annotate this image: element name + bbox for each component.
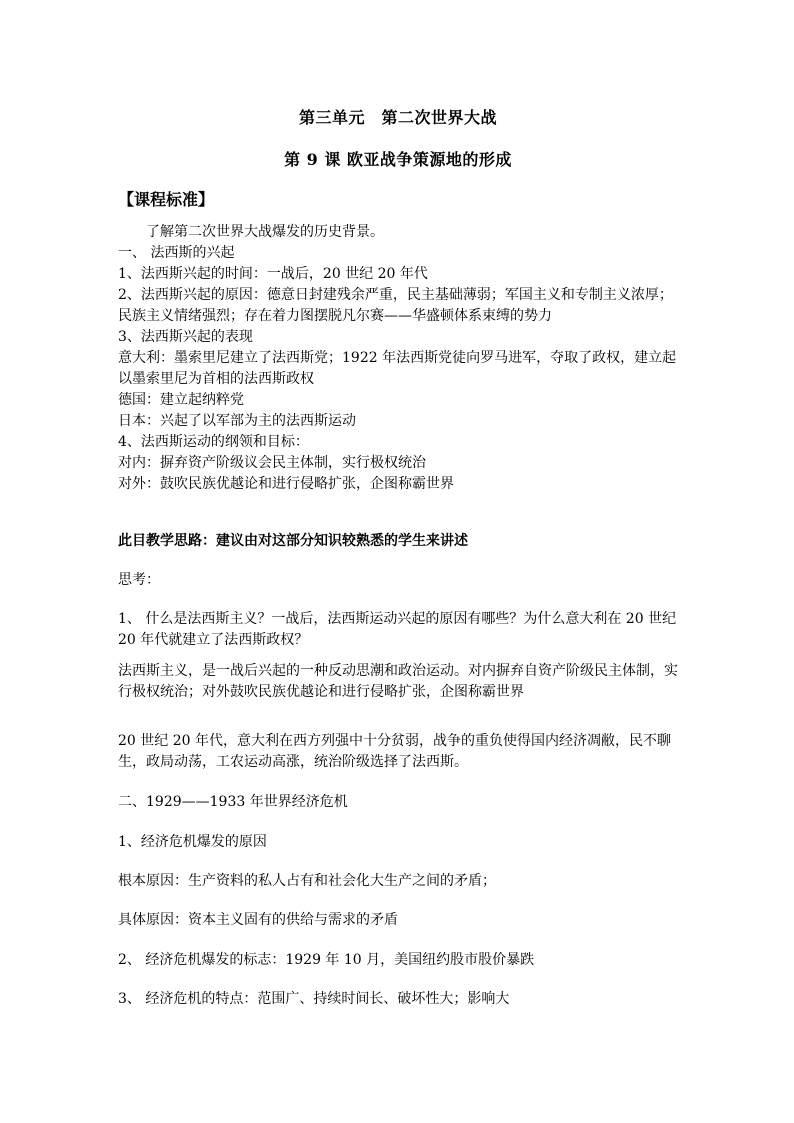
fascism-japan: 日本：兴起了以军部为主的法西斯运动 — [118, 413, 356, 429]
think-block — [118, 570, 678, 591]
answer-1: 法西斯主义，是一战后兴起的一种反动思潮和政治运动。对内摒弃自资产阶级民主体制，实行极权统治；对外鼓吹民族优越论和进行侵略扩张，企图称霸世界 — [118, 663, 678, 700]
fascism-foreign: 对外：鼓吹民族优越论和进行侵略扩张，企图称霸世界 — [118, 476, 454, 492]
standard-content — [118, 222, 678, 495]
specific-cause-block — [118, 910, 678, 931]
fascism-program-heading: 4、法西斯运动的纲领和目标： — [118, 434, 309, 450]
crisis-cause-heading: 1、经济危机爆发的原因 — [118, 834, 267, 850]
standard-intro: 了解第二次世界大战爆发的历史背景。 — [146, 224, 384, 240]
crisis-features-block — [118, 989, 678, 1010]
teaching-note-block — [118, 531, 678, 552]
answer-block-1 — [118, 661, 678, 703]
fascism-domestic: 对内：摒弃资产阶级议会民主体制，实行极权统治 — [118, 455, 426, 471]
unit-title: 第三单元 第二次世界大战 — [298, 108, 497, 127]
answer-2: 20 世纪 20 年代，意大利在西方列强中十分贫弱，战争的重负使得国内经济凋敝，民不聊生，政局动荡，工农运动高涨，统治阶级选择了法西斯。 — [118, 733, 671, 770]
section-2-block — [118, 792, 678, 813]
root-cause: 根本原因：生产资料的私人占有和社会化大生产之间的矛盾； — [118, 873, 496, 889]
fascism-rise-heading: 一、 法西斯的兴起 — [118, 245, 235, 261]
think-label: 思考： — [118, 572, 160, 588]
question-1: 1、 什么是法西斯主义？一战后，法西斯运动兴起的原因有哪些？为什么意大利在 20 世纪 20 年代就建立了法西斯政权？ — [118, 611, 677, 648]
crisis-features: 3、 经济危机的特点：范围广、持续时间长、破坏性大；影响大 — [118, 991, 510, 1007]
question-block — [118, 609, 678, 651]
fascism-italy: 意大利：墨索里尼建立了法西斯党；1922 年法西斯党徒向罗马进军，夺取了政权，建立起以墨索里尼为首相的法西斯政权 — [118, 350, 677, 387]
fascism-rise-reasons: 2、法西斯兴起的原因：德意日封建残余严重，民主基础薄弱；军国主义和专制主义浓厚；民族主义情绪强烈；存在着力图摆脱凡尔赛——华盛顿体系束缚的势力 — [118, 287, 673, 324]
fascism-rise-time: 1、法西斯兴起的时间：一战后，20 世纪 20 年代 — [118, 266, 428, 282]
course-standard-heading: 【课程标准】 — [118, 190, 215, 209]
crisis-cause-block — [118, 832, 678, 853]
section-2-heading: 二、1929——1933 年世界经济危机 — [118, 794, 348, 810]
fascism-germany: 德国：建立起纳粹党 — [118, 392, 244, 408]
root-cause-block — [118, 871, 678, 892]
teaching-note: 此目教学思路：建议由对这部分知识较熟悉的学生来讲述 — [118, 533, 468, 549]
specific-cause: 具体原因：资本主义固有的供给与需求的矛盾 — [118, 912, 398, 928]
crisis-sign-block — [118, 950, 678, 971]
lesson-title: 第 9 课 欧亚战争策源地的形成 — [284, 150, 512, 169]
crisis-sign: 2、 经济危机爆发的标志：1929 年 10 月，美国纽约股市股价暴跌 — [118, 952, 535, 968]
fascism-rise-manifestation-heading: 3、法西斯兴起的表现 — [118, 329, 253, 345]
answer-block-2 — [118, 731, 678, 773]
